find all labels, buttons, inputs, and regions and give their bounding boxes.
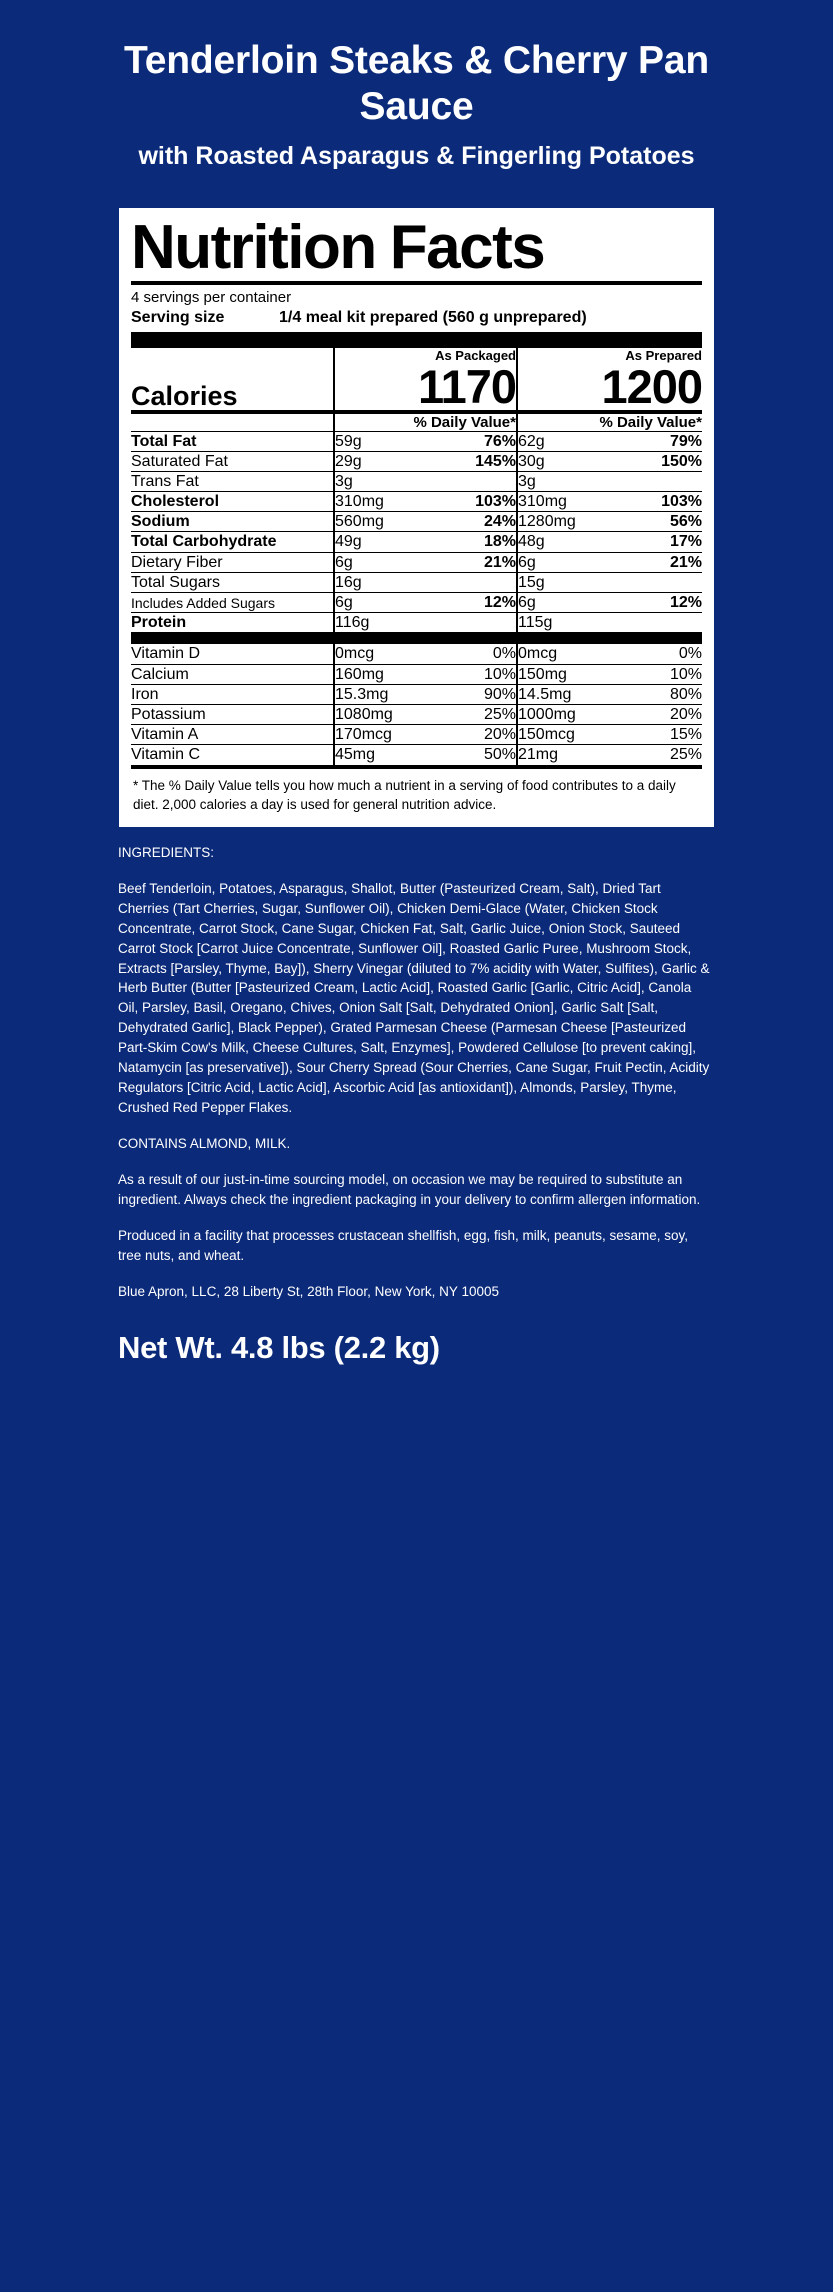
nutrient-name: Total Sugars bbox=[131, 573, 220, 591]
daily-value-percent: 20% bbox=[669, 705, 702, 723]
company-address: Blue Apron, LLC, 28 Liberty St, 28th Floor, New York, NY 10005 bbox=[118, 1284, 499, 1300]
table-row bbox=[131, 685, 702, 705]
calories-label: Calories bbox=[131, 380, 238, 411]
bottom-spacer bbox=[0, 1366, 833, 1546]
amount-value: 49g bbox=[335, 533, 362, 551]
title-block bbox=[0, 0, 833, 172]
column-header-as-packaged: As Packaged bbox=[334, 348, 517, 363]
daily-value-percent: 25% bbox=[483, 705, 516, 723]
daily-value-percent: 103% bbox=[475, 493, 516, 511]
amount-value: 0mcg bbox=[335, 645, 375, 663]
ingredients-heading: INGREDIENTS: bbox=[118, 844, 215, 860]
daily-value-percent: 56% bbox=[669, 513, 702, 531]
amount-value: 0mcg bbox=[518, 645, 558, 663]
table-row bbox=[131, 432, 702, 452]
nutrient-name: Sodium bbox=[131, 513, 190, 531]
amount-value: 29g bbox=[335, 452, 362, 470]
amount-value: 16g bbox=[335, 573, 362, 591]
table-row bbox=[131, 644, 702, 664]
nutrient-name: Iron bbox=[131, 685, 159, 703]
nutrient-name: Potassium bbox=[131, 705, 206, 723]
amount-value: 1280mg bbox=[518, 513, 576, 531]
amount-value: 1080mg bbox=[335, 705, 393, 723]
table-row bbox=[131, 745, 702, 764]
nutrient-name: Total Carbohydrate bbox=[131, 533, 277, 551]
table-row bbox=[131, 532, 702, 552]
nutrient-name: Vitamin D bbox=[131, 645, 201, 663]
table-row bbox=[131, 512, 702, 532]
daily-value-footnote: * The % Daily Value tells you how much a nutrient in a serving of food contributes to a daily diet. 2,000 calories a day is used for general nutrition advice. bbox=[133, 777, 676, 813]
daily-value-percent: 90% bbox=[483, 685, 516, 703]
table-row bbox=[131, 492, 702, 512]
amount-value: 45mg bbox=[335, 746, 376, 764]
servings-per-container: 4 servings per container bbox=[131, 288, 292, 306]
daily-value-percent: 10% bbox=[669, 665, 702, 683]
amount-value: 48g bbox=[518, 533, 545, 551]
amount-value: 59g bbox=[335, 432, 362, 450]
daily-value-percent: 0% bbox=[678, 645, 702, 663]
daily-value-percent: 21% bbox=[483, 553, 516, 571]
daily-value-percent: 145% bbox=[475, 452, 516, 470]
amount-value: 6g bbox=[518, 594, 536, 612]
daily-value-percent: 10% bbox=[483, 665, 516, 683]
daily-value-percent: 20% bbox=[483, 726, 516, 744]
calories-row bbox=[131, 363, 702, 412]
daily-value-header-row bbox=[131, 414, 702, 432]
amount-value: 30g bbox=[518, 452, 545, 470]
amount-value: 150mcg bbox=[518, 726, 575, 744]
table-row bbox=[131, 665, 702, 685]
amount-value: 3g bbox=[335, 472, 353, 490]
table-row bbox=[131, 725, 702, 745]
nutrient-name: Saturated Fat bbox=[131, 452, 228, 470]
divider-thick-above-calories bbox=[131, 332, 702, 348]
nutrient-name: Vitamin C bbox=[131, 746, 201, 764]
amount-value: 1000mg bbox=[518, 705, 576, 723]
amount-value: 115g bbox=[518, 614, 553, 632]
amount-value: 15.3mg bbox=[335, 685, 389, 703]
macronutrient-rows bbox=[131, 431, 702, 638]
nutrition-table bbox=[131, 348, 702, 765]
amount-value: 160mg bbox=[335, 665, 384, 683]
nutrition-facts-wrap bbox=[0, 208, 833, 827]
ingredients-body: Beef Tenderloin, Potatoes, Asparagus, Shallot, Butter (Pasteurized Cream, Salt), Dried Tart Cherries (Tart Cherries, Sugar, Sunflower Oil), Chicken Demi-Glace (Water, Chicken Stock Concentrate, Carrot Stock, Cane Sugar, Chicken Fat, Salt, Garlic Juice, Onion Stock, Sauteed Carrot Stock [Carrot Juice Concentrate, Sunflower Oil], Roasted Garlic Puree, Mushroom Stock, Extracts [Parsley, Thyme, Bay]), Sherry Vinegar (diluted to 7% acidity with Water, Sulfites), Garlic & Herb Butter (Butter [Pasteurized Cream, Lactic Acid], Roasted Garlic [Garlic, Citric Acid], Canola Oil, Parsley, Basil, Oregano, Chives, Onion Salt [Salt, Dehydrated Onion], Garlic Salt [Salt, Dehydrated Garlic], Black Pepper), Grated Parmesan Cheese (Parmesan Cheese [Pasteurized Part-Skim Cow's Milk, Cheese Cultures, Salt, Enzymes], Powdered Cellulose [to prevent caking], Natamycin [as preservative]), Sour Cherry Spread (Sour Cherries, Cane Sugar, Fruit Pectin, Acidity Regulators [Citric Acid, Lactic Acid], Ascorbic Acid [as antioxidant]), Almonds, Parsley, Thyme, Crushed Red Pepper Flakes. bbox=[118, 880, 710, 1116]
sourcing-disclaimer: As a result of our just-in-time sourcing model, on occasion we may be required to substitute an ingredient. Always check the ingredient packaging in your delivery to confirm allergen information. bbox=[118, 1172, 701, 1208]
amount-value: 6g bbox=[335, 553, 353, 571]
nutrient-name: Total Fat bbox=[131, 432, 197, 450]
daily-value-percent: 103% bbox=[661, 493, 702, 511]
facility-disclaimer: Produced in a facility that processes crustacean shellfish, egg, fish, milk, peanuts, sesame, soy, tree nuts, and wheat. bbox=[118, 1228, 689, 1264]
nutrient-name: Vitamin A bbox=[131, 726, 199, 744]
nutrient-name: Cholesterol bbox=[131, 493, 220, 511]
daily-value-header-as-packaged: % Daily Value* bbox=[334, 414, 517, 432]
table-row bbox=[131, 613, 702, 638]
amount-value: 6g bbox=[518, 553, 536, 571]
daily-value-header-spacer bbox=[131, 414, 334, 432]
daily-value-percent: 25% bbox=[669, 746, 702, 764]
nutrient-name: Trans Fat bbox=[131, 472, 199, 490]
daily-value-percent: 50% bbox=[483, 746, 516, 764]
amount-value: 3g bbox=[518, 472, 536, 490]
nutrient-name: Calcium bbox=[131, 665, 189, 683]
daily-value-percent: 79% bbox=[669, 432, 702, 450]
column-header-spacer bbox=[131, 348, 334, 363]
amount-value: 21mg bbox=[518, 746, 559, 764]
nutrient-name: Dietary Fiber bbox=[131, 553, 223, 571]
table-row bbox=[131, 452, 702, 472]
daily-value-percent: 18% bbox=[483, 533, 516, 551]
page-subtitle: with Roasted Asparagus & Fingerling Potatoes bbox=[138, 142, 695, 171]
amount-value: 560mg bbox=[335, 513, 384, 531]
daily-value-percent: 24% bbox=[483, 513, 516, 531]
calories-as-prepared-value: 1200 bbox=[517, 363, 702, 412]
table-row bbox=[131, 593, 702, 613]
daily-value-percent: 15% bbox=[669, 726, 702, 744]
daily-value-percent: 76% bbox=[483, 432, 516, 450]
nf-title-word-nutrition: Nutrition bbox=[131, 212, 376, 282]
daily-value-percent: 150% bbox=[661, 452, 702, 470]
amount-value: 150mg bbox=[518, 665, 567, 683]
serving-size-row bbox=[131, 308, 702, 332]
daily-value-header-as-prepared: % Daily Value* bbox=[517, 414, 702, 432]
amount-value: 170mcg bbox=[335, 726, 392, 744]
daily-value-percent: 12% bbox=[483, 594, 516, 612]
info-block bbox=[0, 827, 833, 1302]
daily-value-percent: 0% bbox=[492, 645, 516, 663]
net-weight: Net Wt. 4.8 lbs (2.2 kg) bbox=[118, 1330, 440, 1366]
nf-title-word-facts: Facts bbox=[389, 212, 545, 282]
nutrient-name: Protein bbox=[131, 614, 187, 632]
amount-value: 62g bbox=[518, 432, 545, 450]
daily-value-percent: 21% bbox=[669, 553, 702, 571]
amount-value: 310mg bbox=[518, 493, 567, 511]
table-row bbox=[131, 705, 702, 725]
serving-size-value: 1/4 meal kit prepared (560 g unprepared) bbox=[279, 308, 587, 326]
amount-value: 6g bbox=[335, 594, 353, 612]
nutrition-facts-panel bbox=[119, 208, 714, 827]
daily-value-percent: 80% bbox=[669, 685, 702, 703]
table-row bbox=[131, 472, 702, 492]
daily-value-percent: 17% bbox=[669, 533, 702, 551]
table-row bbox=[131, 553, 702, 573]
micronutrient-rows bbox=[131, 644, 702, 764]
amount-value: 15g bbox=[518, 573, 545, 591]
page-title: Tenderloin Steaks & Cherry Pan Sauce bbox=[124, 39, 709, 128]
column-header-as-prepared: As Prepared bbox=[517, 348, 702, 363]
daily-value-percent: 12% bbox=[669, 594, 702, 612]
contains-allergens: CONTAINS ALMOND, MILK. bbox=[118, 1136, 291, 1152]
amount-value: 310mg bbox=[335, 493, 384, 511]
amount-value: 14.5mg bbox=[518, 685, 572, 703]
nutrition-facts-title bbox=[131, 212, 702, 282]
amount-value: 116g bbox=[335, 614, 370, 632]
nutrient-name: Includes Added Sugars bbox=[131, 595, 275, 612]
serving-size-label: Serving size bbox=[131, 308, 225, 326]
calories-as-packaged-value: 1170 bbox=[334, 363, 517, 412]
table-row bbox=[131, 573, 702, 593]
